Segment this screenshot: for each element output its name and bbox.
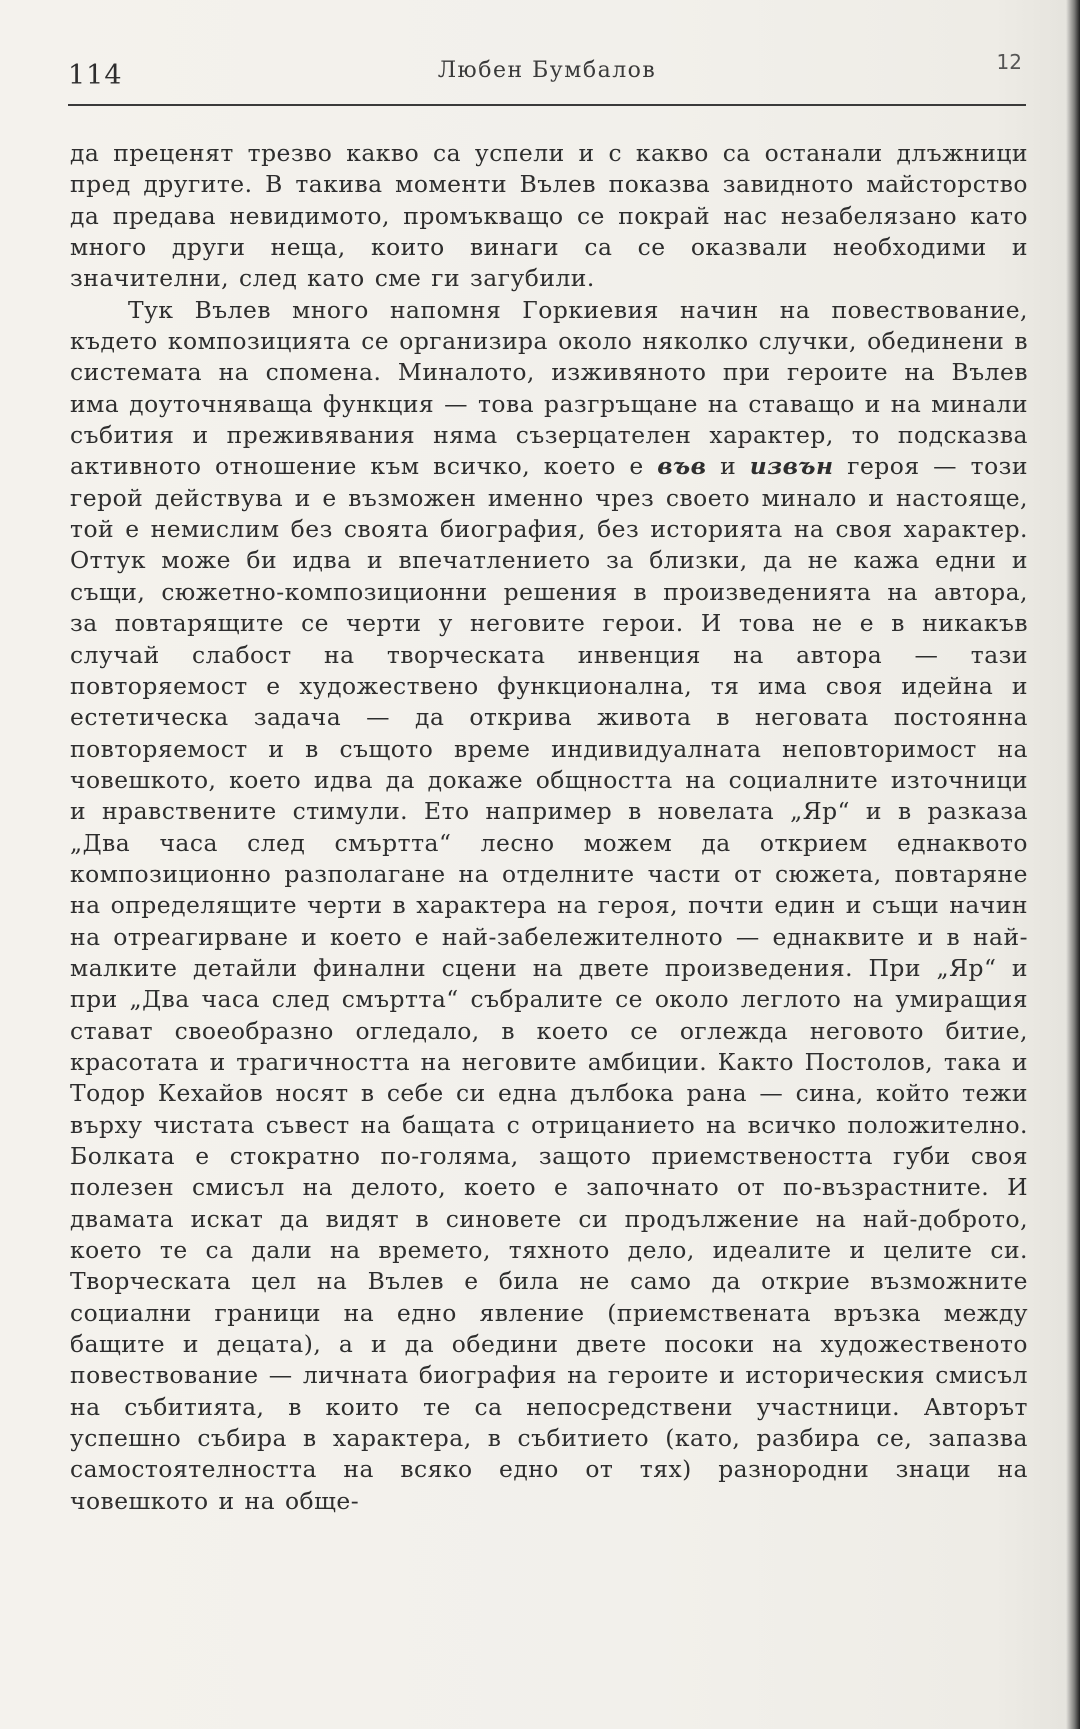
header-divider <box>68 104 1026 106</box>
page-edge-shadow <box>1066 0 1080 1729</box>
paragraph-text: героя — този герой действува и е възможен именно чрез своето минало и настояще, той е немислим без своята биография, без историята на своя характер. Оттук може би идва и впечатлението за близки, да не кажа едни и същи, сюжетно-композиционни решения в произведенията на автора, за повтарящите се черти у неговите герои. И това не е в никакъв случай слабост на творческата инвенция на автора — тази повторяемост е художествено функционална, тя има своя идейна и естетическа задача — да открива живота в неговата постоянна повторяемост и в същото време индивидуалната неповторимост на човешкото, което идва да докаже общността на социалните източници и нравствените стимули. Ето например в новелата „Яр“ и в разказа „Два часа след смъртта“ лесно можем да открием еднаквото композиционно разполагане на отделните части от сюжета, повтаряне на определящите черти в характера на героя, почти един и същи начин на отреагирване и което е най-забележителното — еднаквите и в най-малките детайли финални сцени на двете произведения. При „Яр“ и при „Два часа след смъртта“ събралите се около леглото на умиращия стават своеобразно огледало, в което се оглежда неговото битие, красотата и трагичността на неговите амбиции. Както Постолов, така и Тодор Кехайов носят в себе си една дълбока рана — сина, който тежи върху чистата съвест на бащата с отрицанието на всичко положително. Болката е стократно по-голяма, защото приемствеността губи своя полезен смисъл на делото, което е започнато от по-възрастните. И двамата искат да видят в синовете си продължение на най-доброто, което те са дали на времето, тяхното дело, идеалите и целите си. Творческата цел на Вълев е била не само да открие възможните социални граници на едно явление (приемствената връзка между бащите и децата), а и да обедини двете посоки на художественото повествование — личната биография на героите и историческия смисъл на събитията, в които те са непосредствени участници. Авторът успешно събира в характера, в събитието (като, разбира се, запазва самостоятелността на всяко едно от тях) разнородни знаци на човешкото и на обще- <box>70 452 1029 1515</box>
paragraph-text: и <box>720 452 737 481</box>
running-title: Любен Бумбалов <box>437 58 657 83</box>
paragraph <box>70 295 1028 1517</box>
handwritten-number: 12 <box>996 50 1022 74</box>
emphasis-text: извън <box>749 452 834 481</box>
paragraph-text: Тук Вълев много напомня Горкиевия начин на повествование, където композицията се организира около няколко случки, обединени в системата на спомена. Миналото, изживяното при героите на Вълев има доуточняваща функция — това разгръщане на ставащо и на минали събития и преживявания няма съзерцателен характер, то подсказва активното отношение към всичко, което е <box>70 295 1028 481</box>
emphasis-text: във <box>657 452 707 481</box>
page-number: 114 <box>68 60 123 91</box>
page-header <box>68 50 1026 104</box>
body-text <box>70 138 1028 1517</box>
paragraph-continued: да преценят трезво какво са успели и с какво са останали длъжници пред другите. В такива моменти Вълев показва завидното майсторство да предава невидимото, промъкващо се покрай нас незабелязано като много други неща, които винаги са се оказвали необходими и значителни, след като сме ги загубили. <box>70 139 1028 293</box>
